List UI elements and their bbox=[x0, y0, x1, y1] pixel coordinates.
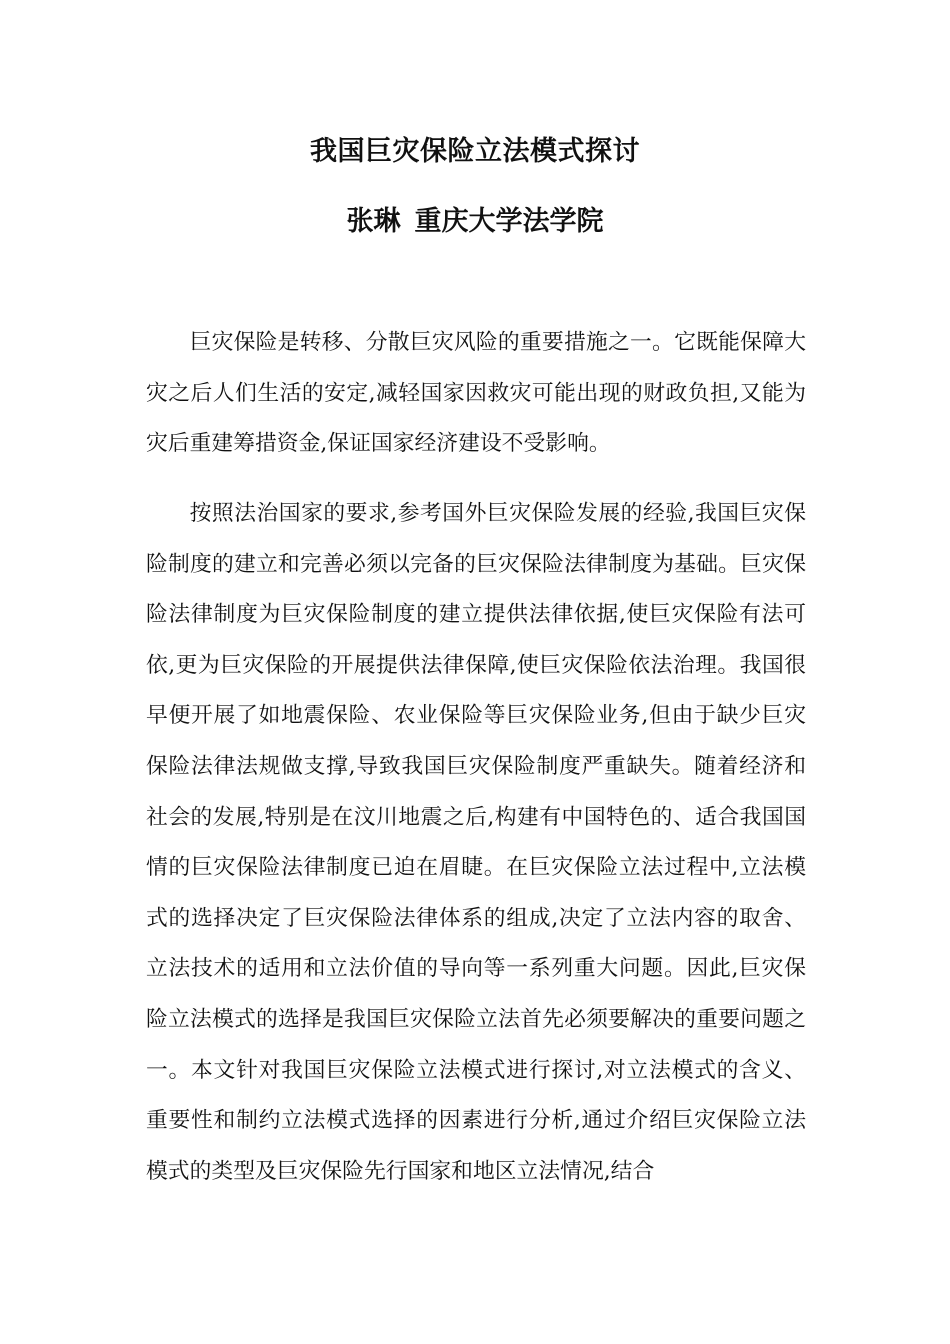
byline bbox=[0, 202, 950, 242]
body-paragraph-1: 巨灾保险是转移、分散巨灾风险的重要措施之一。它既能保障大灾之后人们生活的安定,减轻国家因救灾可能出现的财政负担,又能为灾后重建筹措资金,保证国家经济建设不受影响。 bbox=[146, 330, 806, 457]
body-paragraph-2: 按照法治国家的要求,参考国外巨灾保险发展的经验,我国巨灾保险制度的建立和完善必须以完备的巨灾保险法律制度为基础。巨灾保险法律制度为巨灾保险制度的建立提供法律依据,使巨灾保险有法可依,更为巨灾保险的开展提供法律保障,使巨灾保险依法治理。我国很早便开展了如地震保险、农业保险等巨灾保险业务,但由于缺少巨灾保险法律法规做支撑,导致我国巨灾保险制度严重缺失。随着经济和社会的发展,特别是在汶川地震之后,构建有中国特色的、适合我国国情的巨灾保险法律制度已迫在眉睫。在巨灾保险立法过程中,立法模式的选择决定了巨灾保险法律体系的组成,决定了立法内容的取舍、立法技术的适用和立法价值的导向等一系列重大问题。因此,巨灾保险立法模式的选择是我国巨灾保险立法首先必须要解决的重要问题之一。本文针对我国巨灾保险立法模式进行探讨,对立法模式的含义、重要性和制约立法模式选择的因素进行分析,通过介绍巨灾保险立法模式的类型及巨灾保险先行国家和地区立法情况,结合 bbox=[146, 501, 806, 1184]
author-affiliation: 重庆大学法学院 bbox=[414, 206, 604, 237]
author-name: 张琳 bbox=[346, 206, 401, 237]
paper-title: 我国巨灾保险立法模式探讨 bbox=[310, 136, 640, 167]
